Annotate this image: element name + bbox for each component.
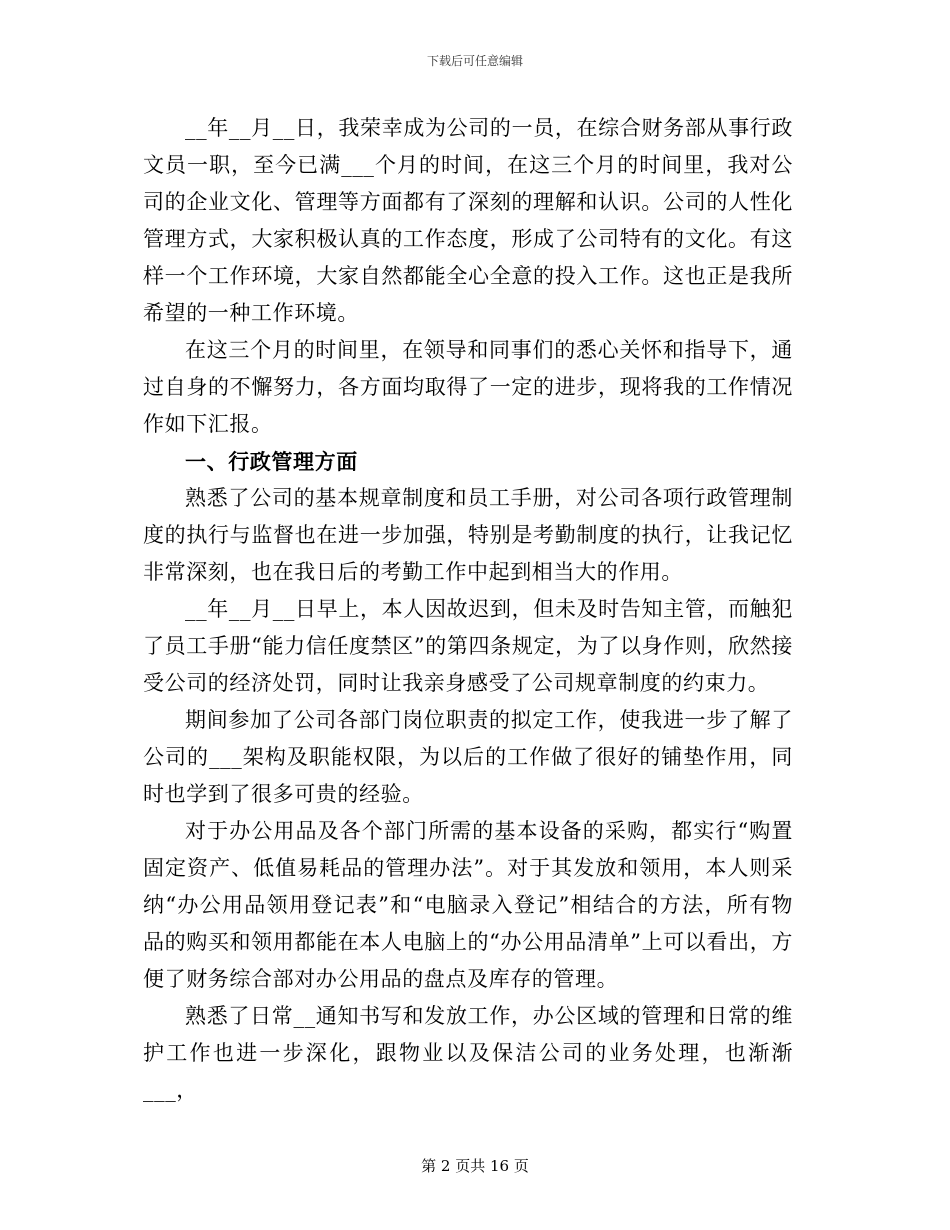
paragraph-intro: __年__月__日，我荣幸成为公司的一员，在综合财务部从事行政文员一职，至今已满___个月的时间，在这三个月的时间里，我对公司的企业文化、管理等方面都有了深刻的理解和认识。公司的人性化管理方式，大家积极认真的工作态度，形成了公司特有的文化。有这样一个工作环境，大家自然都能全心全意的投入工作。这也正是我所希望的一种工作环境。 [143, 116, 793, 325]
paragraph-rules: 熟悉了公司的基本规章制度和员工手册，对公司各项行政管理制度的执行与监督也在进一步加强，特别是考勤制度的执行，让我记忆非常深刻，也在我日后的考勤工作中起到相当大的作用。 [143, 486, 793, 584]
paragraph-lateness: __年__月__日早上，本人因故迟到，但未及时告知主管，而触犯了员工手册“能力信任度禁区”的第四条规定，为了以身作则，欣然接受公司的经济处罚，同时让我亲身感受了公司规章制度的约束力。 [143, 597, 793, 695]
section-heading-admin: 一、行政管理方面 [185, 449, 358, 474]
paragraph-supplies: 对于办公用品及各个部门所需的基本设备的采购，都实行“购置固定资产、低值易耗品的管理办法”。对于其发放和领用，本人则采纳“办公用品领用登记表”和“电脑录入登记”相结合的方法，所有物品的购买和领用都能在本人电脑上的“办公用品清单”上可以看出，方便了财务综合部对办公用品的盘点及库存的管理。 [143, 819, 793, 991]
paragraph-summary: 在这三个月的时间里，在领导和同事们的悉心关怀和指导下，通过自身的不懈努力，各方面均取得了一定的进步，现将我的工作情况作如下汇报。 [143, 338, 793, 436]
paragraph-notices: 熟悉了日常__通知书写和发放工作，办公区域的管理和日常的维护工作也进一步深化，跟物业以及保洁公司的业务处理，也渐渐___， [143, 1004, 793, 1102]
page-footer: 第 2 页共 16 页 [421, 1157, 529, 1175]
paragraph-duties: 期间参加了公司各部门岗位职责的拟定工作，使我进一步了解了公司的___架构及职能权限，为以后的工作做了很好的铺垫作用，同时也学到了很多可贵的经验。 [143, 708, 793, 806]
page-header: 下载后可任意编辑 [426, 54, 523, 68]
document-body [143, 110, 793, 1109]
